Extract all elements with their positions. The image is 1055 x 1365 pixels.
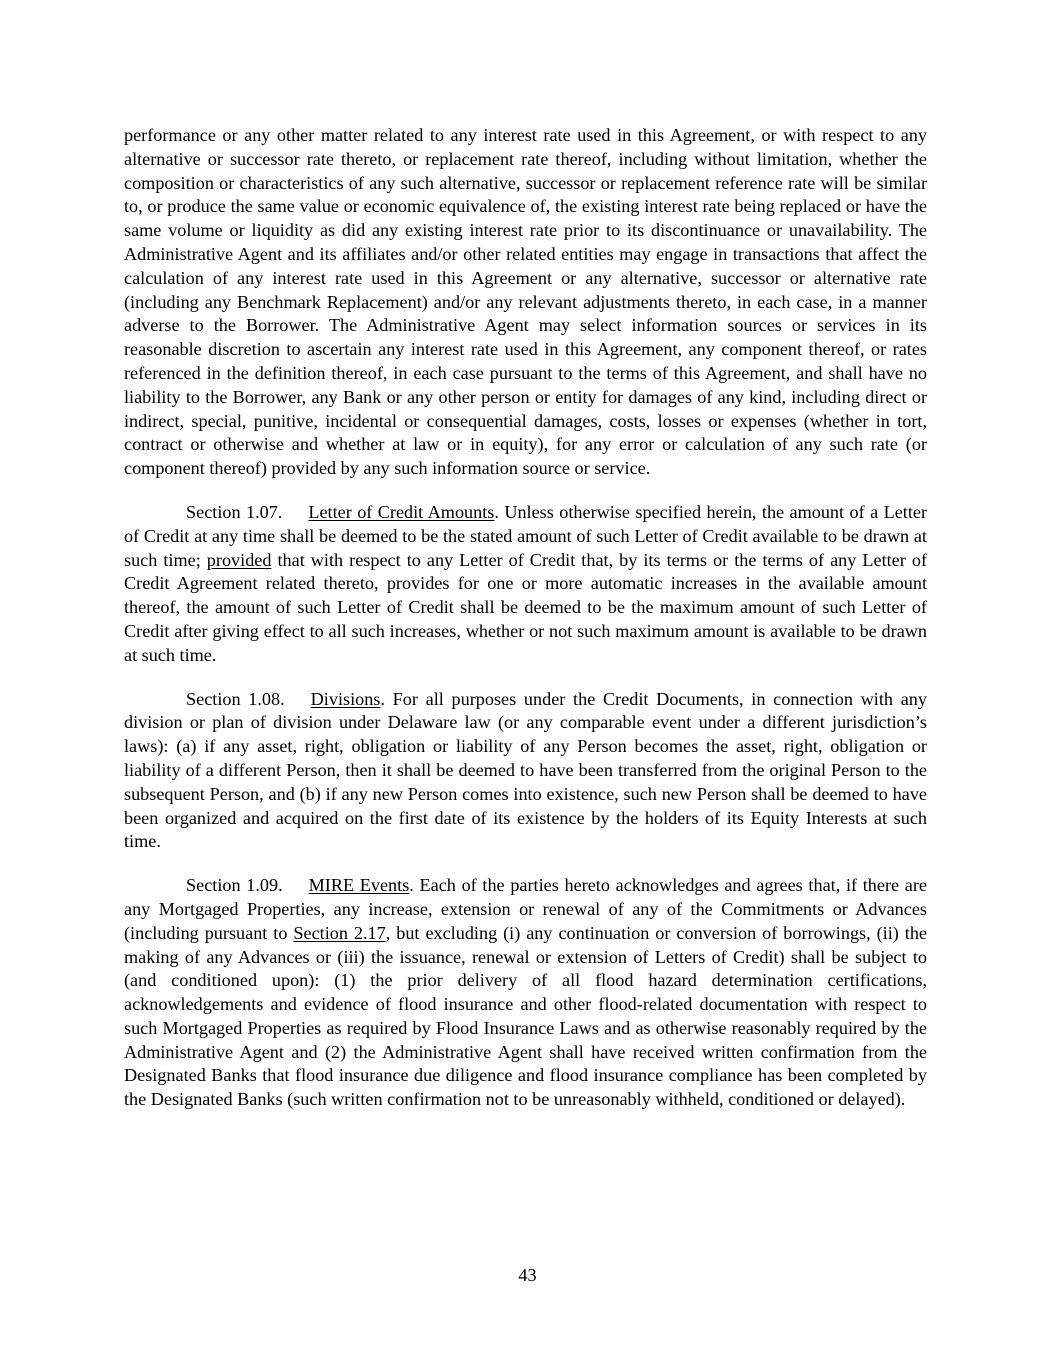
- section-title: Letter of Credit Amounts: [308, 501, 495, 522]
- provided-term: provided: [206, 549, 272, 570]
- section-number: Section 1.07.: [186, 501, 283, 522]
- section-number: Section 1.08.: [186, 688, 285, 709]
- section-reference-link: Section 2.17: [293, 922, 386, 943]
- section-body: . For all purposes under the Credit Documents, in connection with any division or plan of division under Delaware law (or any comparable event under a different jurisdiction’s laws): (a) if any asset, right, obligation or liability of any Person becomes the asset, right, obligation or liability of a different Person, then it shall be deemed to have been transferred from the original Person to the subsequent Person, and (b) if any new Person comes into existence, such new Person shall be deemed to have been organized and acquired on the first date of its existence by the holders of its Equity Interests at such time.: [124, 688, 927, 852]
- section-1-07: [124, 501, 927, 668]
- section-title: Divisions: [310, 688, 381, 709]
- page-number: 43: [518, 1265, 537, 1285]
- section-body: that with respect to any Letter of Credit that, by its terms or the terms of any Letter of Credit Agreement related thereto, provides for one or more automatic increases in the available amount thereof, the amount of such Letter of Credit shall be deemed to be the maximum amount of such Letter of Credit after giving effect to all such increases, whether or not such maximum amount is available to be drawn at such time.: [124, 549, 927, 665]
- document-page: [124, 124, 927, 1112]
- section-body: , but excluding (i) any continuation or conversion of borrowings, (ii) the making of any Advances or (iii) the issuance, renewal or extension of Letters of Credit) shall be subject to (and conditioned upon): (1) the prior delivery of all flood hazard determination certifications, acknowledgements and evidence of flood insurance and other flood-related documentation with respect to such Mortgaged Properties as required by Flood Insurance Laws and as otherwise reasonably required by the Administrative Agent and (2) the Administrative Agent shall have received written confirmation from the Designated Banks that flood insurance due diligence and flood insurance compliance has been completed by the Designated Banks (such written confirmation not to be unreasonably withheld, conditioned or delayed).: [124, 922, 927, 1110]
- section-body: . Each of the parties hereto acknowledges and agrees that, if there are any Mortgaged Properties, any increase, extension or renewal of any of the Commitments or Advances (including pursuant to: [124, 875, 927, 943]
- section-1-09: [124, 874, 927, 1112]
- section-number: Section 1.09.: [186, 875, 283, 896]
- section-title: MIRE Events: [308, 875, 410, 896]
- section-1-08: [124, 688, 927, 855]
- section-body: . Unless otherwise specified herein, the amount of a Letter of Credit at any time shall be deemed to be the stated amount of such Letter of Credit available to be drawn at such time;: [124, 501, 928, 570]
- continuation-paragraph: performance or any other matter related to any interest rate used in this Agreement, or with respect to any alternative or successor rate thereto, or replacement rate thereof, including without limitation, whether the composition or characteristics of any such alternative, successor or replacement reference rate will be similar to, or produce the same value or economic equivalence of, the existing interest rate being replaced or have the same volume or liquidity as did any existing interest rate prior to its discontinuance or unavailability. The Administrative Agent and its affiliates and/or other related entities may engage in transactions that affect the calculation of any interest rate used in this Agreement or any alternative, successor or alternative rate (including any Benchmark Replacement) and/or any relevant adjustments thereto, in each case, in a manner adverse to the Borrower. The Administrative Agent may select information sources or services in its reasonable discretion to ascertain any interest rate used in this Agreement, any component thereof, or rates referenced in the definition thereof, in each case pursuant to the terms of this Agreement, and shall have no liability to the Borrower, any Bank or any other person or entity for damages of any kind, including direct or indirect, special, punitive, incidental or consequential damages, costs, losses or expenses (whether in tort, contract or otherwise and whether at law or in equity), for any error or calculation of any such rate (or component thereof) provided by any such information source or service.: [124, 125, 927, 479]
